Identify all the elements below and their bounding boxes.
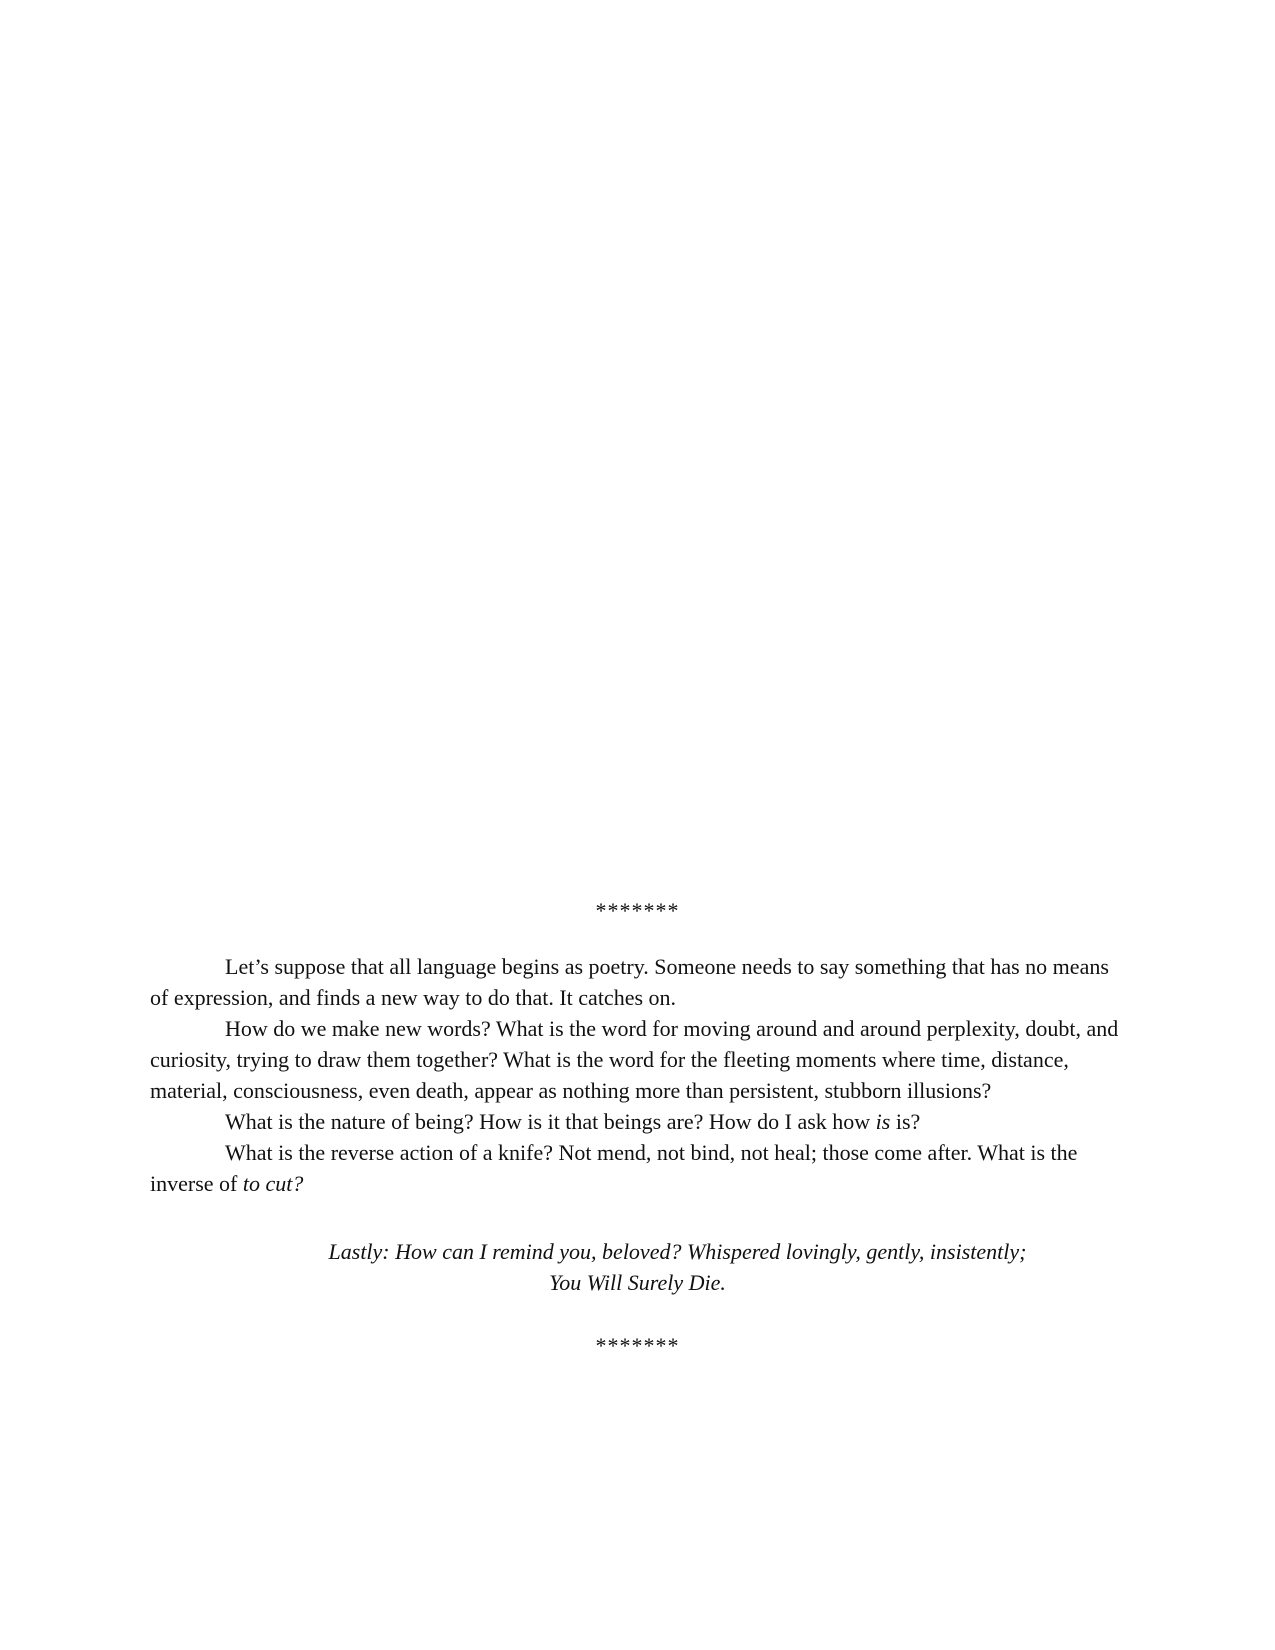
paragraph-4	[150, 1137, 1125, 1199]
paragraph-1: Let’s suppose that all language begins as poetry. Someone needs to say something that has no means of expression, and finds a new way to do that. It catches on.	[150, 954, 1109, 1010]
section-separator-top: *******	[595, 898, 680, 923]
paragraph-3-italic: is	[875, 1109, 891, 1134]
paragraph-3-text-start: What is the nature of being? How is it that beings are? How do I ask how	[225, 1109, 876, 1134]
closing-line-2: You Will Surely Die.	[549, 1270, 726, 1295]
paragraph-4-italic: to cut?	[242, 1171, 304, 1196]
section-separator-bottom: *******	[595, 1333, 680, 1358]
paragraph-2: How do we make new words? What is the word for moving around and around perplexity, doubt, and curiosity, trying to draw them together? What is the word for the fleeting moments where time, distance, material, consciousness, even death, appear as nothing more than persistent, stubborn illusions?	[150, 1016, 1119, 1103]
body-text	[150, 951, 1125, 1199]
paragraph-3	[150, 1106, 1125, 1137]
paragraph-3-text-end: is?	[890, 1109, 921, 1134]
closing-lines	[0, 1236, 1275, 1298]
paragraph-4-text-start: What is the reverse action of a knife? Not mend, not bind, not heal; those come after. What is the inverse of	[150, 1140, 1078, 1196]
closing-line-1: Lastly: How can I remind you, beloved? Whispered lovingly, gently, insistently;	[328, 1239, 1027, 1264]
